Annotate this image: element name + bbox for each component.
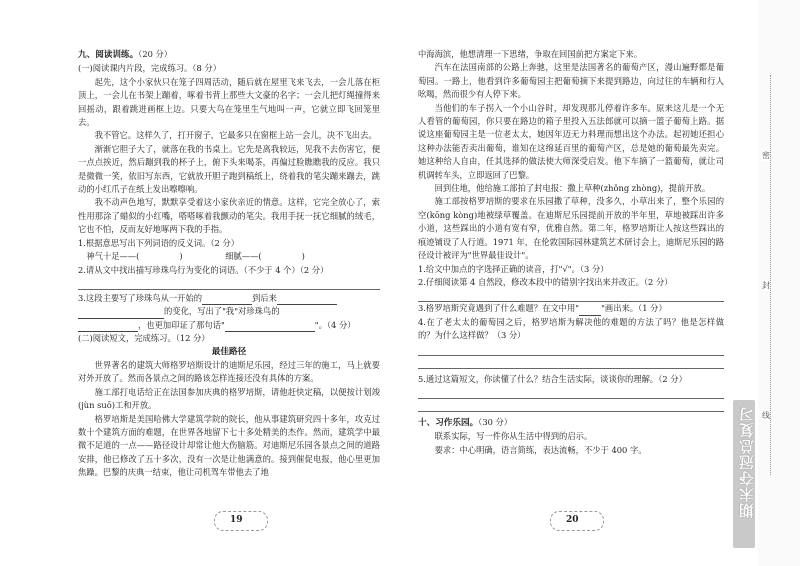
answer-line[interactable] <box>78 277 380 290</box>
question-5: 5.通过这篇短文，你读懂了什么？结合生活实际，谈谈你的理解。（2 分） <box>418 373 687 384</box>
q3-text: "画出来。（1 分） <box>601 303 667 314</box>
seal-line <box>770 75 771 475</box>
answer-line[interactable] <box>418 386 724 399</box>
right-page <box>418 48 724 457</box>
section10-score: （30 分） <box>478 416 513 427</box>
passage-paragraph: 中海海滨，他想清理一下思绪，争取在回国前把方案定下来。 <box>418 49 643 59</box>
close-paren: ) <box>179 251 183 262</box>
q3-text: 3.这段主要写了珍珠鸟从一开始的 <box>78 292 203 303</box>
partB-paragraph: 世界著名的建筑大师格罗培斯设计的迪斯尼乐园，经过三年的施工，马上就要对外开放了。然而各景点之间的路该怎样连接还没有具体的方案。 <box>78 359 380 384</box>
question-3-cont <box>78 319 380 332</box>
partA-paragraph: 我不动声色地写，默默享受着这小家伙亲近的情意。这样，它完全放心了，索性用那涂了蜡似的小红嘴，嗒嗒啄着我颤动的笔尖。我用手抚一抚它细腻的绒毛，它也不怕，反而友好地啄两下我的手指。 <box>78 197 380 235</box>
answer-blank[interactable] <box>277 294 337 305</box>
question-1: 1.给文中加点的字选择正确的读音，打"√"。（3 分） <box>418 263 609 274</box>
answer-line[interactable] <box>418 399 724 412</box>
page-number-left <box>230 515 243 525</box>
question-2: 2.请从文中找出描写珍珠鸟行为变化的词语。（不少于 4 个）（2 分） <box>78 264 329 275</box>
answer-line[interactable] <box>418 289 724 302</box>
q1-item-b: 细腻——( <box>225 251 262 262</box>
underline-sample <box>579 305 601 316</box>
answer-blank[interactable] <box>78 321 138 332</box>
answer-blank[interactable] <box>202 294 252 305</box>
question-2: 2.仔细阅读第 4 自然段，修改本段中的错别字找出来并改正。（2 分） <box>418 276 673 287</box>
series-logo <box>733 400 755 548</box>
seal-char: 封 <box>762 281 770 290</box>
partA-paragraph: 起先，这个小家伙只在笼子四周活动，随后就在屋里飞来飞去，一会儿落在柜顶上，一会儿在书架上蹦着，啄着书背上那些大文豪的名字；一会儿把灯绳撞得来回摇动，跟着跳进画框上边。只要大鸟在笼里生气地叫一声，它就立即飞回笼里去。 <box>78 76 380 128</box>
section10-prompt: 联系实际，写一件你从生活中得到的启示。 <box>434 431 593 442</box>
partB-paragraph: 格罗培斯是美国哈佛大学建筑学院的院长，他从事建筑研究四十多年，攻克过数十个建筑方面的难题，在世界各地留下七十多处精美的杰作。然而，建筑学中最微不足道的一点——路径设计却常让他大伤脑筋。对迪斯尼乐园各景点之间的道路安排，他已修改了五十多次，没有一次是让他满意的。接到催促电报，他心里更加焦躁。巴黎的庆典一结束，他让司机驾车带他去了地 <box>78 413 380 478</box>
passage-paragraph: 施工部按格罗培斯的要求在乐园撒了草种，没多久，小草出来了，整个乐园的空(kōng kòng)地被绿草覆盖。在迪斯尼乐园提前开放的半年里，草地被踩出许多小道，这些踩出的小道有宽有窄，优雅自然。第二年，格罗培斯让人按这些踩出的痕迹铺设了人行道。1971 年，在伦敦国际园林建筑艺术研讨会上，迪斯尼乐园的路径设计被评为"世界最佳设计"。 <box>418 196 724 261</box>
page-number-text: 20 <box>566 515 579 525</box>
partA-paragraph: 我不管它。这样久了，打开窗子，它最多只在窗框上站一会儿，决不飞出去。 <box>94 130 377 141</box>
page-number-right <box>566 515 579 525</box>
answer-line[interactable] <box>418 343 724 356</box>
passage-paragraph: 回到住地，他给施工部拍了封电报：撒上草种(zhǒng zhòng)，提前开放。 <box>434 183 711 194</box>
question-1: 1.根据意思写出下列词语的反义词。（2 分） <box>78 237 240 248</box>
q3-text: ，也更加印证了那句话" <box>138 319 225 330</box>
passage-paragraph: 汽车在法国南部的公路上奔驰，这里是法国著名的葡萄产区，漫山遍野都是葡萄园。一路上，他看到许多葡萄园主把葡萄摘下来提到路边，向过往的车辆和行人吆喝，然而很少有人停下来。 <box>418 62 724 100</box>
question-3-cont <box>78 305 380 318</box>
seal-char: 密 <box>762 151 770 160</box>
question-3 <box>418 302 724 315</box>
page-number-frame <box>214 511 268 531</box>
passage-paragraph: 当他们的车子拐入一个小山谷时，却发现那儿停着许多车。原来这儿是一个无人看管的葡萄园，你只要在路边的箱子里投入五法郎就可以摘一篮子葡萄上路。据说这座葡萄园主是一位老太太，她因年迈无力料理而想出这个办法。起初她还担心这种办法能否卖出葡萄，谁知在这绵延百里的葡萄产区，总是她的葡萄最先卖完。她这种给人自由，任其选择的做法使大师深受启发。他下车摘了一篮葡萄，就让司机调转车头，立即返回了巴黎。 <box>418 102 724 180</box>
section10-title: 十、习作乐园。 <box>418 417 479 428</box>
partA-intro: (一)阅读课内片段，完成练习。（8 分） <box>78 63 221 74</box>
close-paren: ) <box>301 251 305 262</box>
q3-text: "。（4 分） <box>314 319 356 330</box>
answer-line[interactable] <box>418 356 724 369</box>
partB-paragraph: 施工部打电话给正在法国参加庆典的格罗培斯，请他赶快定稿，以便按计划竣(jùn suō)工和开放。 <box>78 386 380 411</box>
section9-heading <box>78 48 380 62</box>
partB-intro: (二)阅读短文，完成练习。（12 分） <box>78 333 210 344</box>
left-page <box>78 48 380 480</box>
seal-char: 线 <box>762 411 770 420</box>
page-number-text: 19 <box>230 515 243 525</box>
passage-title: 最佳路径 <box>211 346 247 357</box>
q3-text: 到后来 <box>252 292 277 303</box>
question-1-answers <box>78 250 380 263</box>
q1-item-a: 神气十足——( <box>86 251 140 262</box>
answer-blank[interactable] <box>78 308 164 319</box>
answer-blank[interactable] <box>225 321 315 332</box>
q3-text: 3.格罗培斯究竟遇到了什么难题？在文中用" <box>418 303 580 314</box>
series-logo-text: 期末夺冠总复习 <box>738 406 756 518</box>
question-4: 4.在了老太太的葡萄园之后，格罗培斯为解决他的难题的方法了吗？他是怎样做的？为什么这样做？（3 分） <box>418 316 724 341</box>
section9-title: 九、阅读训练。 <box>78 50 139 60</box>
page-number-frame <box>550 511 604 531</box>
question-3 <box>78 292 380 305</box>
partA-paragraph: 渐渐它胆子大了，就落在我的书桌上。它先是离我较远，见我不去伤害它，便一点点挨近，然后蹦到我的杯子上，俯下头来喝茶，再偏过脸瞧瞧我的反应。我只是微微一笑，依旧写东西，它就放开胆子跑到稿纸上，绕着我的笔尖蹦来蹦去，跳动的小红爪子在纸上发出嚓嚓响。 <box>78 143 380 195</box>
section9-score: （20 分） <box>138 49 173 59</box>
section10-heading <box>418 416 724 430</box>
section10-requirement: 要求：中心明确，语言简练，表达流畅，不少于 400 字。 <box>434 444 647 455</box>
q3-text: 的变化，写出了"我"对珍珠鸟的 <box>164 306 280 317</box>
